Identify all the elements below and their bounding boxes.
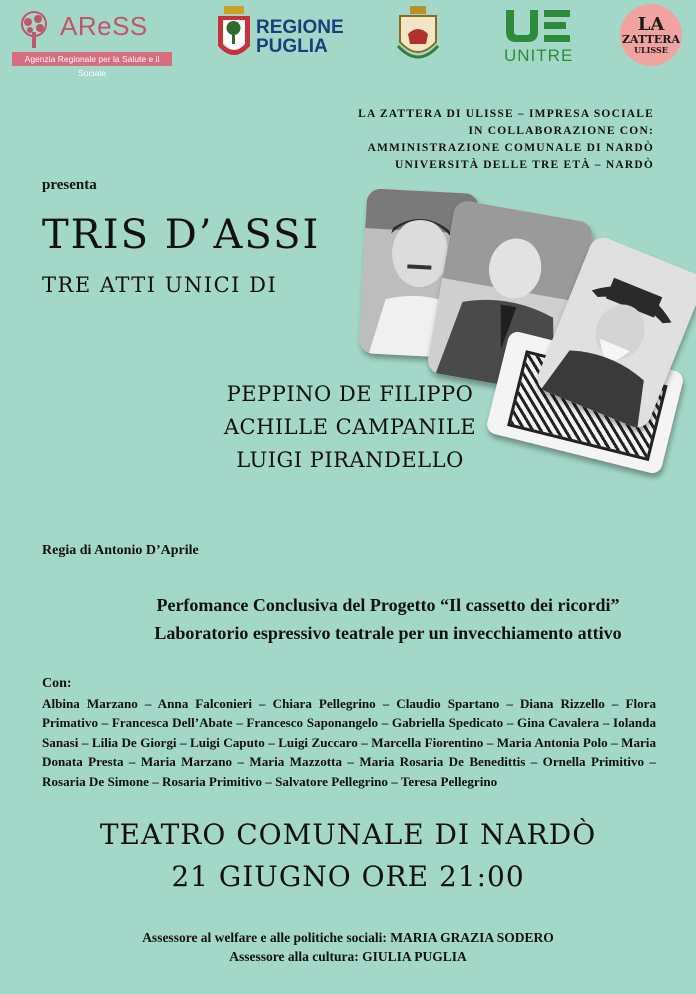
assessore-line: Assessore alla cultura: GIULIA PUGLIA — [229, 949, 467, 964]
unitre-mark-icon — [500, 6, 576, 46]
regione-line-1: REGIONE — [256, 17, 344, 38]
unitre-name: UNITRE — [504, 46, 574, 65]
show-title: TRIS D’ASSI — [42, 212, 321, 258]
author-name: ACHILLE CAMPANILE — [223, 415, 477, 439]
zattera-line-2: ZATTERA — [621, 33, 680, 46]
cast-label: Con: — [42, 676, 72, 691]
organizer-line: LA ZATTERA DI ULISSE – IMPRESA SOCIALE — [358, 108, 654, 120]
tree-icon — [14, 10, 54, 50]
show-subtitle: TRE ATTI UNICI DI — [42, 273, 278, 297]
regione-name — [256, 18, 344, 56]
aress-subtitle: Agenzia Regionale per la Salute e il Sociale — [12, 52, 172, 66]
regione-puglia-logo — [216, 6, 346, 66]
zattera-logo — [620, 4, 682, 66]
presenta-label: presenta — [42, 177, 97, 193]
assessore-line: Assessore al welfare e alle politiche sociali: MARIA GRAZIA SODERO — [142, 930, 554, 945]
author-name: PEPPINO DE FILIPPO — [226, 382, 474, 406]
zattera-line-1: LA — [637, 14, 665, 35]
authors-list — [210, 378, 490, 477]
regione-shield-icon — [216, 6, 252, 66]
venue-name: TEATRO COMUNALE DI NARDÒ — [99, 818, 597, 851]
organizer-line: AMMINISTRAZIONE COMUNALE DI NARDÒ — [367, 142, 654, 154]
performance-line: Perfomance Conclusiva del Progetto “Il cassetto dei ricordi” — [156, 595, 620, 615]
organizer-line: UNIVERSITÀ DELLE TRE ETÀ – NARDÒ — [395, 159, 654, 171]
zattera-line-3: ULISSE — [634, 45, 668, 55]
aress-name: AReSS — [60, 11, 148, 41]
performance-description — [100, 591, 676, 647]
performance-line: Laboratorio espressivo teatrale per un invecchiamento attivo — [154, 623, 622, 643]
aress-logo — [12, 8, 172, 78]
assessori-credits — [0, 928, 696, 966]
regione-line-2: PUGLIA — [256, 36, 328, 57]
comune-crest-icon — [396, 6, 440, 66]
cast-list: Albina Marzano – Anna Falconieri – Chiara Pellegrino – Claudio Spartano – Diana Rizzello – Flora Primativo – Francesca Dell’Abate – Francesco Saponangelo – Gabriella Spedicato – Gina Cavalera – Iolanda Sanasi – Lilia De Giorgi – Luigi Caputo – Luigi Zuccaro – Marcella Fiorentino – Maria Antonia Polo – Maria Donata Presta – Maria Marzano – Maria Mazzotta – Maria Rosaria De Benedittis – Ornella Primitivo – Rosaria De Simone – Rosaria Primitivo – Salvatore Pellegrino – Teresa Pellegrino — [42, 696, 656, 789]
organizers — [358, 106, 654, 174]
event-datetime: 21 GIUGNO ORE 21:00 — [171, 860, 525, 893]
zattera-logo-text — [620, 16, 682, 56]
author-name: LUIGI PIRANDELLO — [236, 448, 464, 472]
venue-info — [0, 814, 696, 898]
organizer-line: IN COLLABORAZIONE CON: — [468, 125, 654, 137]
director-credit: Regia di Antonio D’Aprile — [42, 543, 199, 558]
unitre-logo — [500, 6, 576, 66]
